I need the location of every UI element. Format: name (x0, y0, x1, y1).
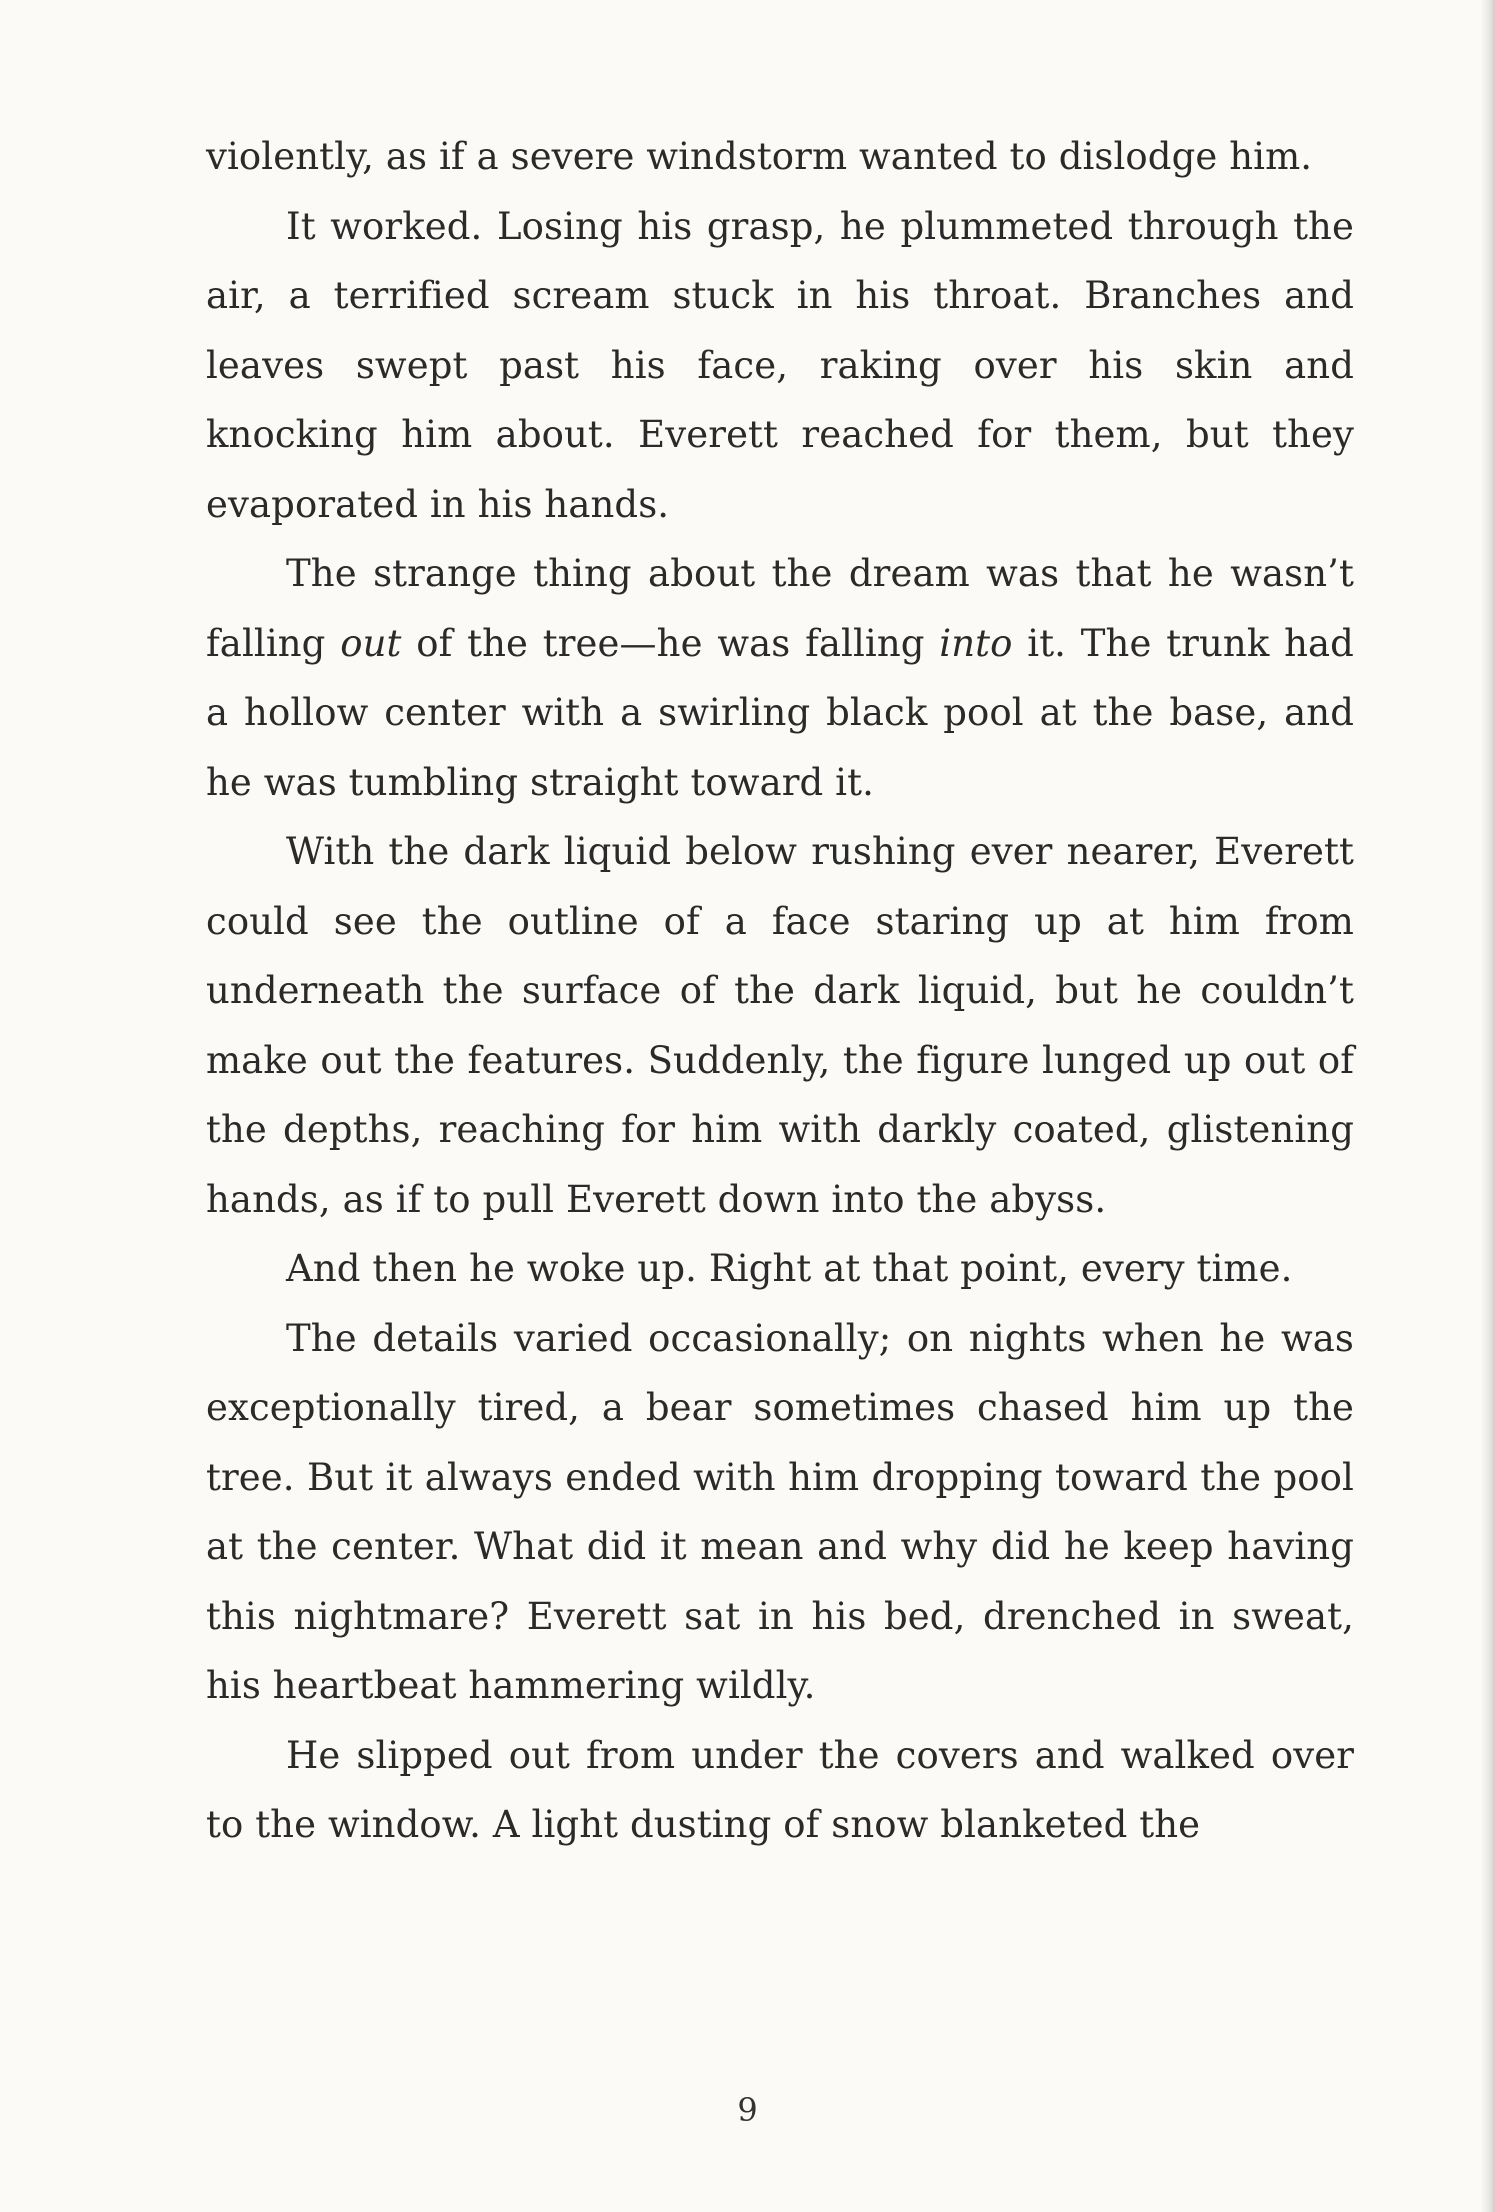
paragraph-1 (206, 122, 1354, 192)
paragraph-4 (206, 817, 1354, 1234)
page-number: 9 (737, 2091, 758, 2129)
paragraph-3 (206, 539, 1354, 817)
page-edge-shadow (1481, 0, 1495, 2212)
text-run: violently, as if a severe windstorm wanted to dislodge him. (206, 135, 1313, 178)
paragraph-2 (206, 192, 1354, 540)
paragraph-5 (206, 1234, 1354, 1304)
text-run: The strange thing about the dream was that he wasn’t falling (206, 552, 1354, 665)
text-run: He slipped out from under the covers and walked over to the window. A light dusting of snow blanketed the (206, 1733, 1354, 1846)
italic-text: out (340, 621, 402, 665)
paragraph-7 (206, 1721, 1354, 1860)
text-run: it. The trunk had a hollow center with a swirling black pool at the base, and he was tumbling straight toward it. (206, 621, 1354, 804)
page-body-text (206, 122, 1354, 1860)
text-run: And then he woke up. Right at that point, every time. (286, 1247, 1293, 1290)
text-run: It worked. Losing his grasp, he plummeted through the air, a terrified scream stuck in his throat. Branches and leaves swept past his face, raking over his skin and knocking him about. Everett reached for them, but they evaporated in his hands. (206, 204, 1354, 526)
text-run: The details varied occasionally; on nights when he was exceptionally tired, a bear sometimes chased him up the tree. But it always ended with him dropping toward the pool at the center. What did it mean and why did he keep having this nightmare? Everett sat in his bed, drenched in sweat, his heartbeat hammering wildly. (206, 1316, 1354, 1707)
text-run: With the dark liquid below rushing ever nearer, Everett could see the outline of a face staring up at him from underneath the surface of the dark liquid, but he couldn’t make out the features. Suddenly, the figure lunged up out of the depths, reaching for him with darkly coated, glistening hands, as if to pull Everett down into the abyss. (206, 830, 1354, 1221)
text-run: of the tree—he was falling (401, 621, 940, 665)
paragraph-6 (206, 1304, 1354, 1721)
italic-text: into (939, 621, 1013, 665)
